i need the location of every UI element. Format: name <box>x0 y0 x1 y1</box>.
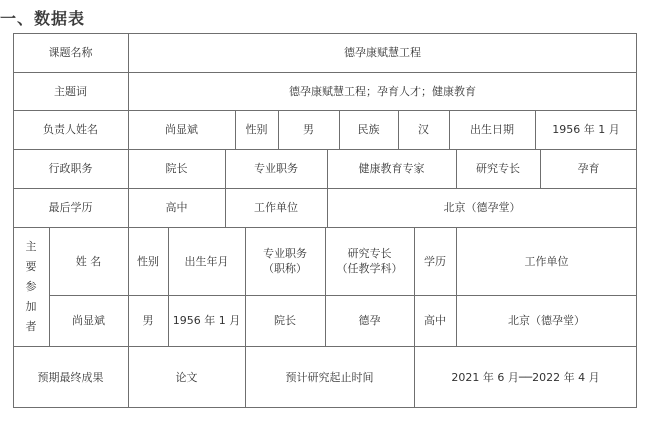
professional-title-value: 健康教育专家 <box>358 162 425 175</box>
participants-header-work: 工作单位 <box>524 254 569 268</box>
leader-ethnicity-value: 汉 <box>418 123 429 136</box>
leader-name-label: 负责人姓名 <box>43 123 98 136</box>
research-period-label: 预计研究起止时间 <box>285 370 374 384</box>
participants-header-birth: 出生年月 <box>184 254 229 268</box>
topic-name-value: 德孕康赋慧工程 <box>344 46 421 59</box>
leader-birth-label: 出生日期 <box>470 123 514 136</box>
participants-header-gender: 性别 <box>137 254 159 268</box>
expected-outcome-value: 论文 <box>175 370 198 384</box>
education-label: 最后学历 <box>48 201 93 214</box>
work-unit-label: 工作单位 <box>254 201 298 214</box>
participant-education: 高中 <box>424 314 446 327</box>
participant-specialty: 德孕 <box>358 314 381 327</box>
participants-side-label: 主 要 参 加 者 <box>25 239 37 333</box>
research-specialty-label: 研究专长 <box>476 162 520 175</box>
topic-name-label: 课题名称 <box>48 46 93 59</box>
participant-work: 北京（德孕堂） <box>508 314 585 327</box>
participant-title: 院长 <box>274 314 296 327</box>
education-value: 高中 <box>165 201 188 214</box>
leader-gender-label: 性别 <box>245 123 268 136</box>
participants-header-specialty: 研究专长 （任教学科） <box>336 247 403 275</box>
data-table <box>13 33 637 408</box>
leader-ethnicity-label: 民族 <box>357 123 380 136</box>
admin-post-value: 院长 <box>165 162 188 175</box>
participant-birth: 1956 年 1 月 <box>172 314 241 327</box>
section-title: 一、数据表 <box>0 9 86 28</box>
leader-gender-value: 男 <box>303 123 314 136</box>
research-specialty-value: 孕育 <box>577 162 600 175</box>
participants-header-education: 学历 <box>424 254 446 268</box>
participants-header-name: 姓 名 <box>75 254 102 268</box>
participants-header-title: 专业职务 （职称） <box>263 247 307 275</box>
research-period-value: 2021 年 6 月──2022 年 4 月 <box>451 370 600 384</box>
leader-birth-value: 1956 年 1 月 <box>552 123 620 136</box>
professional-title-label: 专业职务 <box>254 162 298 175</box>
admin-post-label: 行政职务 <box>48 162 93 175</box>
work-unit-value: 北京（德孕堂） <box>443 201 521 214</box>
keywords-value: 德孕康赋慧工程；孕育人才；健康教育 <box>289 84 476 98</box>
leader-name-value: 尚显斌 <box>165 123 198 136</box>
participant-gender: 男 <box>142 314 154 327</box>
expected-outcome-label: 预期最终成果 <box>37 370 104 384</box>
keywords-label: 主题词 <box>54 84 87 98</box>
participant-name: 尚显斌 <box>72 314 105 327</box>
